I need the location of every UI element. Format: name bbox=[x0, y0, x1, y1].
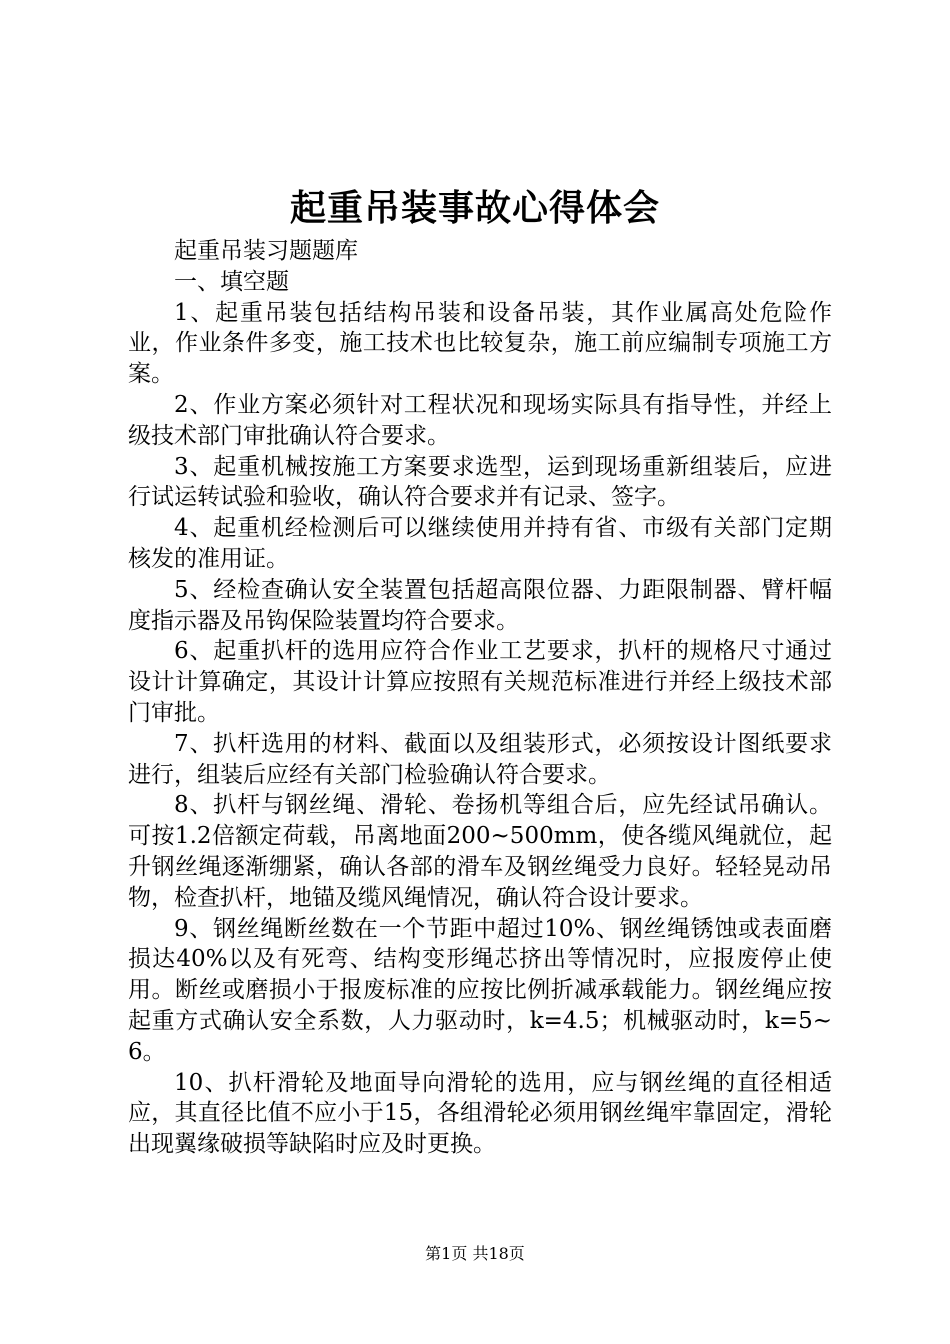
paragraph: 3、起重机械按施工方案要求选型，运到现场重新组装后，应进行试运转试验和验收，确认符合要求并有记录、签字。 bbox=[128, 453, 832, 511]
paragraph: 7、扒杆选用的材料、截面以及组装形式，必须按设计图纸要求进行，组装后应经有关部门检验确认符合要求。 bbox=[128, 730, 832, 788]
paragraph: 8、扒杆与钢丝绳、滑轮、卷扬机等组合后，应先经试吊确认。可按1.2倍额定荷载，吊离地面200~500mm，使各缆风绳就位，起升钢丝绳逐渐绷紧，确认各部的滑车及钢丝绳受力良好。轻轻晃动吊物，检查扒杆，地锚及缆风绳情况，确认符合设计要求。 bbox=[128, 792, 832, 911]
document-body bbox=[128, 236, 832, 1160]
paragraph: 5、经检查确认安全装置包括超高限位器、力距限制器、臂杆幅度指示器及吊钩保险装置均符合要求。 bbox=[128, 576, 832, 634]
paragraph: 2、作业方案必须针对工程状况和现场实际具有指导性，并经上级技术部门审批确认符合要求。 bbox=[128, 391, 832, 449]
paragraph: 起重吊装习题题库 bbox=[174, 238, 358, 264]
paragraph: 1、起重吊装包括结构吊装和设备吊装，其作业属高处危险作业，作业条件多变，施工技术也比较复杂，施工前应编制专项施工方案。 bbox=[128, 299, 832, 388]
page-number-footer: 第1页 共18页 bbox=[425, 1244, 525, 1263]
paragraph: 4、起重机经检测后可以继续使用并持有省、市级有关部门定期核发的准用证。 bbox=[128, 515, 832, 572]
paragraph: 6、起重扒杆的选用应符合作业工艺要求，扒杆的规格尺寸通过设计计算确定，其设计计算应按照有关规范标准进行并经上级技术部门审批。 bbox=[128, 638, 832, 726]
document-title: 起重吊装事故心得体会 bbox=[289, 187, 660, 229]
paragraph: 一、填空题 bbox=[174, 268, 289, 295]
paragraph: 10、扒杆滑轮及地面导向滑轮的选用，应与钢丝绳的直径相适应，其直径比值不应小于15，各组滑轮必须用钢丝绳牢靠固定，滑轮出现翼缘破损等缺陷时应及时更换。 bbox=[128, 1069, 832, 1158]
paragraph: 9、钢丝绳断丝数在一个节距中超过10%、钢丝绳锈蚀或表面磨损达40%以及有死弯、结构变形绳芯挤出等情况时，应报废停止使用。断丝或磨损小于报废标准的应按比例折减承载能力。钢丝绳应按起重方式确认安全系数，人力驱动时，k=4.5；机械驱动时，k=5~6。 bbox=[128, 915, 832, 1065]
